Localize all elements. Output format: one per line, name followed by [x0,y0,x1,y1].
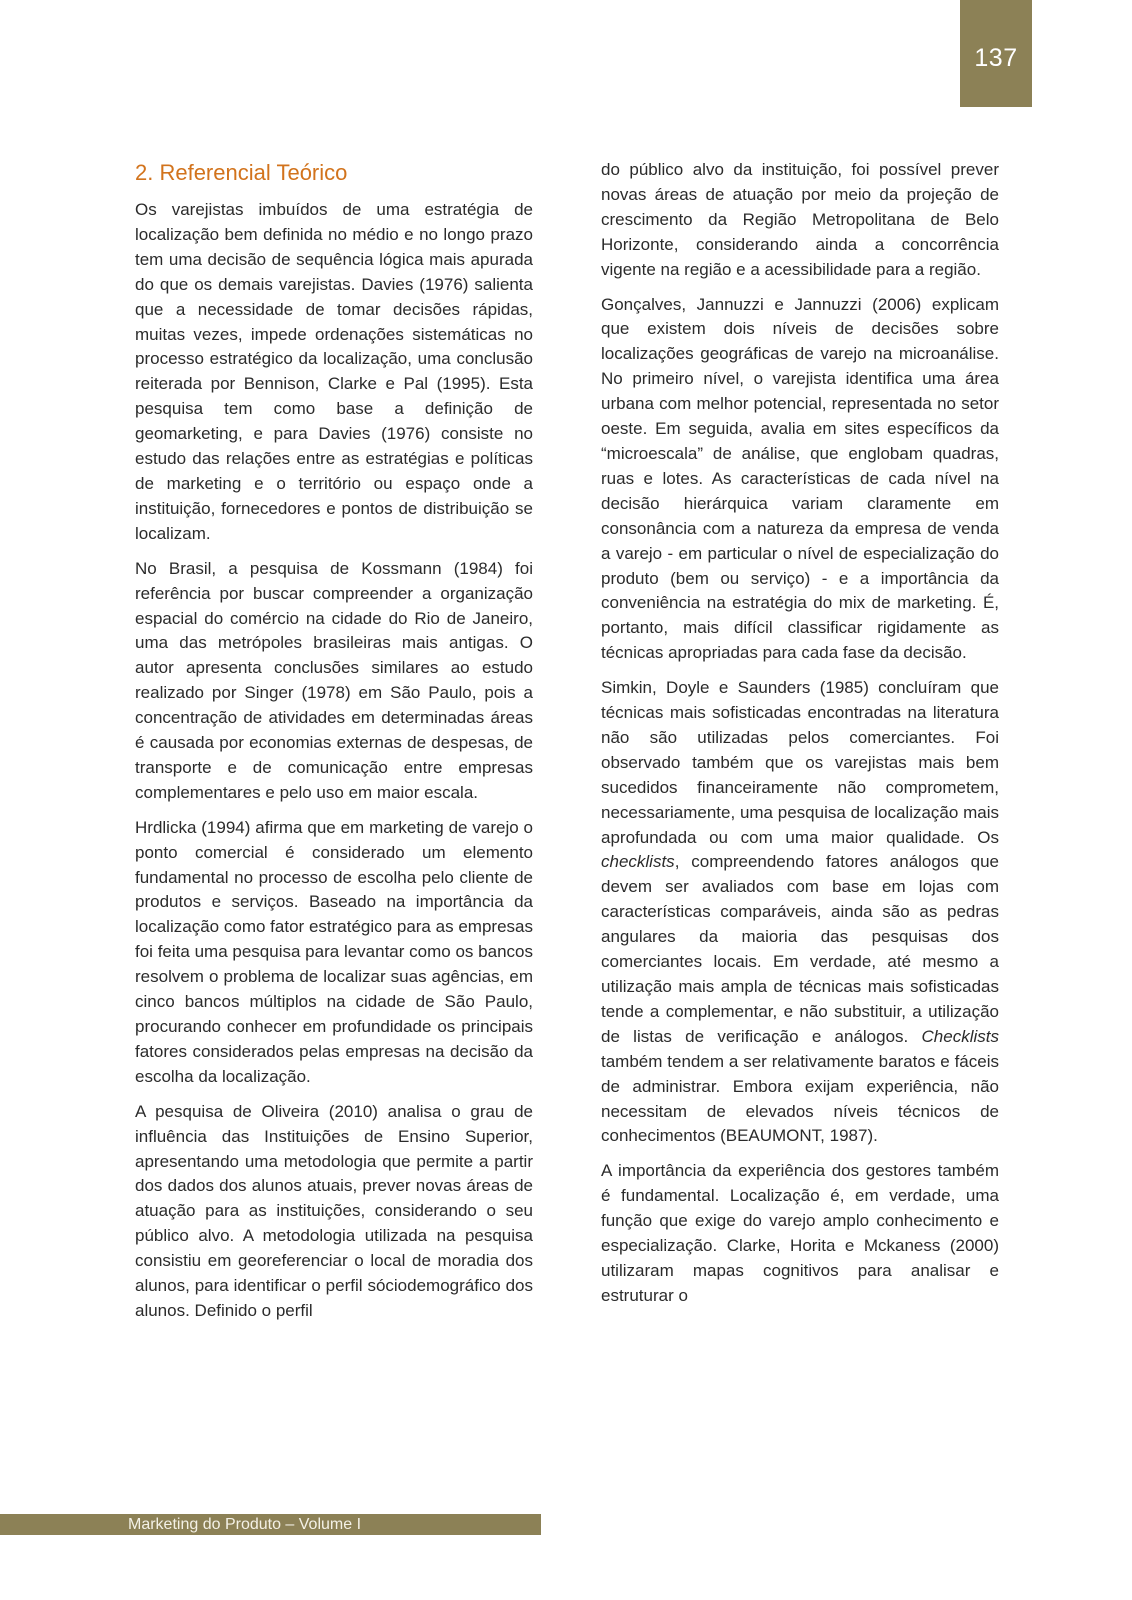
text-run: também tendem a ser relativamente baratos e fáceis de administrar. Embora exijam experiência, não necessitam de elevados níveis técnicos de conhecimentos (BEAUMONT, 1987). [601,1051,999,1146]
footer-text: Marketing do Produto – Volume I [128,1516,362,1533]
page-number-tab [960,0,1032,107]
paragraph: A pesquisa de Oliveira (2010) analisa o grau de influência das Instituições de Ensino Superior, apresentando uma metodologia que permite a partir dos dados dos alunos atuais, prever novas áreas de atuação para as instituições, considerando o seu público alvo. A metodologia utilizada na pesquisa consistiu em georeferenciar o local de moradia dos alunos, para identificar o perfil sóciodemográfico dos alunos. Definido o perfil [135,1101,533,1320]
left-column [135,158,533,1334]
paragraph: A importância da experiência dos gestores também é fundamental. Localização é, em verdade, uma função que exige do varejo amplo conhecimento e especialização. Clarke, Horita e Mckaness (2000) utilizaram mapas cognitivos para analisar e estruturar o [601,1161,999,1305]
paragraph: No Brasil, a pesquisa de Kossmann (1984) foi referência por buscar compreender a organização espacial do comércio na cidade do Rio de Janeiro, uma das metrópoles brasileiras mais antigas. O autor apresenta conclusões similares ao estudo realizado por Singer (1978) em São Paulo, pois a concentração de atividades em determinadas áreas é causada por economias externas de despesas, de transporte e de comunicação entre empresas complementares e pelo uso em maior escala. [135,558,533,802]
right-column [601,158,999,1319]
italic-term: checklists [601,852,675,872]
italic-term: Checklists [921,1026,999,1046]
footer-bar [0,1514,541,1535]
text-run: , compreendendo fatores análogos que devem ser avaliados com base em lojas com características comparáveis, ainda são as pedras angulares da maioria das pesquisas dos comerciantes locais. Em verdade, até mesmo a utilização mais ampla de técnicas mais sofisticadas tende a complementar, e não substituir, a utilização de listas de verificação e análogos. [601,852,999,1046]
paragraph-checklists [601,676,999,1149]
text-run: Simkin, Doyle e Saunders (1985) concluíram que técnicas mais sofisticadas encontradas na literatura não são utilizadas pelos comerciantes. Foi observado também que os varejistas mais bem sucedidos financeiramente não comprometem, necessariamente, uma pesquisa de localização mais aprofundada ou com uma maior qualidade. Os [601,678,999,847]
paragraph: Hrdlicka (1994) afirma que em marketing de varejo o ponto comercial é considerado um elemento fundamental no processo de escolha pelo cliente de produtos e serviços. Baseado na importância da localização como fator estratégico para as empresas foi feita uma pesquisa para levantar como os bancos resolvem o problema de localizar suas agências, em cinco bancos múltiplos na cidade de São Paulo, procurando conhecer em profundidade os principais fatores considerados pelas empresas na decisão da escolha da localização. [135,817,533,1086]
paragraph: do público alvo da instituição, foi possível prever novas áreas de atuação por meio da projeção de crescimento da Região Metropolitana de Belo Horizonte, considerando ainda a concorrência vigente na região e a acessibilidade para a região. [601,160,999,279]
section-heading: 2. Referencial Teórico [135,160,348,185]
paragraph: Os varejistas imbuídos de uma estratégia de localização bem definida no médio e no longo prazo tem uma decisão de sequência lógica mais apurada do que os demais varejistas. Davies (1976) salienta que a necessidade de tomar decisões rápidas, muitas vezes, impede ordenações sistemáticas no processo estratégico da localização, uma conclusão reiterada por Bennison, Clarke e Pal (1995). Esta pesquisa tem como base a definição de geomarketing, e para Davies (1976) consiste no estudo das relações entre as estratégias e políticas de marketing e o território ou espaço onde a instituição, fornecedores e pontos de distribuição se localizam. [135,200,533,543]
paragraph: Gonçalves, Jannuzzi e Jannuzzi (2006) explicam que existem dois níveis de decisões sobre localizações geográficas de varejo na microanálise. No primeiro nível, o varejista identifica uma área urbana com melhor potencial, representada no setor oeste. Em seguida, avalia em sites específicos da “microescala” de análise, que englobam quadras, ruas e lotes. As características de cada nível na decisão hierárquica variam claramente em consonância com a natureza da empresa de venda a varejo - em particular o nível de especialização do produto (bem ou serviço) - e a importância da conveniência na estratégia do mix de marketing. É, portanto, mais difícil classificar rigidamente as técnicas apropriadas para cada fase da decisão. [601,294,999,663]
page-number: 137 [974,44,1018,72]
